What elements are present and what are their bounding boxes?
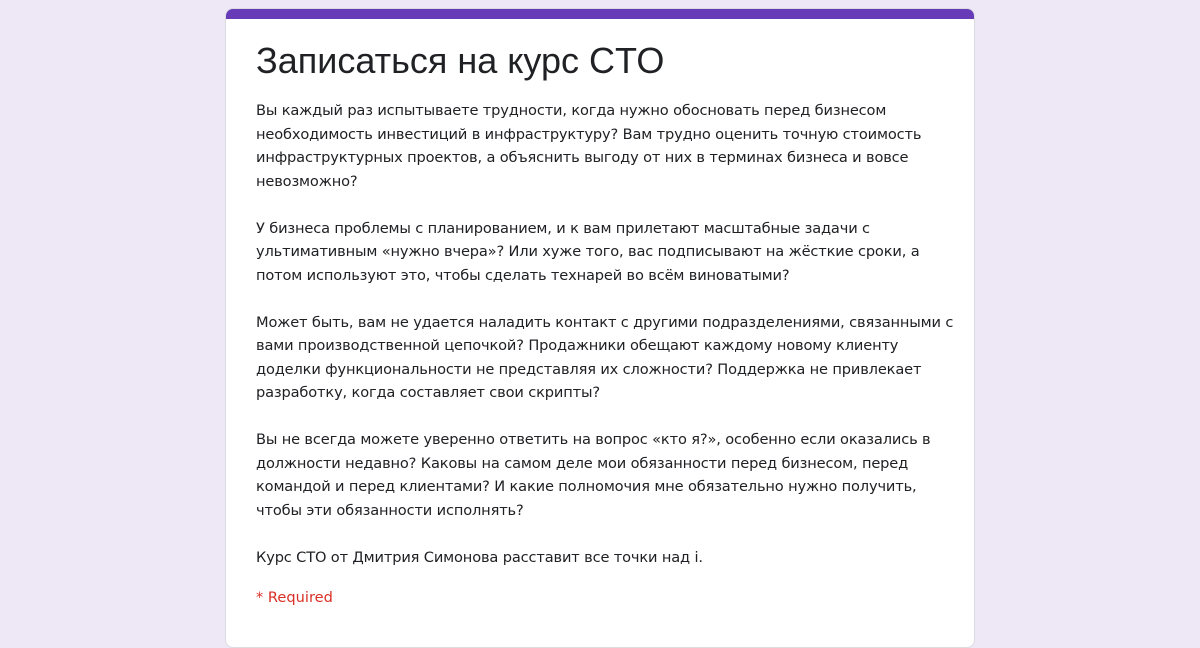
description-paragraph: Вы каждый раз испытываете трудности, когда нужно обосновать перед бизнесом необходимость инвестиций в инфраструктуру? Вам трудно оценить точную стоимость инфраструктурных проектов, а объяснить выгоду от них в терминах бизнеса и вовсе невозможно? [256,102,922,190]
description-paragraph: Курс CTO от Дмитрия Симонова расставит все точки над i. [256,548,703,566]
form-header-card [225,8,975,648]
form-title: Записаться на курс CTO [256,40,665,81]
required-note: * Required [256,589,333,606]
description-paragraph: Вы не всегда можете уверенно ответить на вопрос «кто я?», особенно если оказались в должности недавно? Каковы на самом деле мои обязанности перед бизнесом, перед командой и перед клиентами? И какие полномочия мне обязательно нужно получить, чтобы эти обязанности исполнять? [256,431,931,519]
form-header [256,39,956,609]
description-paragraph: Может быть, вам не удается наладить контакт с другими подразделениями, связанными с вами производственной цепочкой? Продажники обещают каждому новому клиенту доделки функциональности не представляя их сложности? Поддержка не привлекает разработку, когда составляет свои скрипты? [256,313,954,401]
description-paragraph: У бизнеса проблемы с планированием, и к вам прилетают масштабные задачи с ультимативным «нужно вчера»? Или хуже того, вас подписывают на жёсткие сроки, а потом используют это, чтобы сделать технарей во всём виноватыми? [256,219,920,284]
form-accent-bar [226,9,974,19]
form-description [256,99,956,569]
